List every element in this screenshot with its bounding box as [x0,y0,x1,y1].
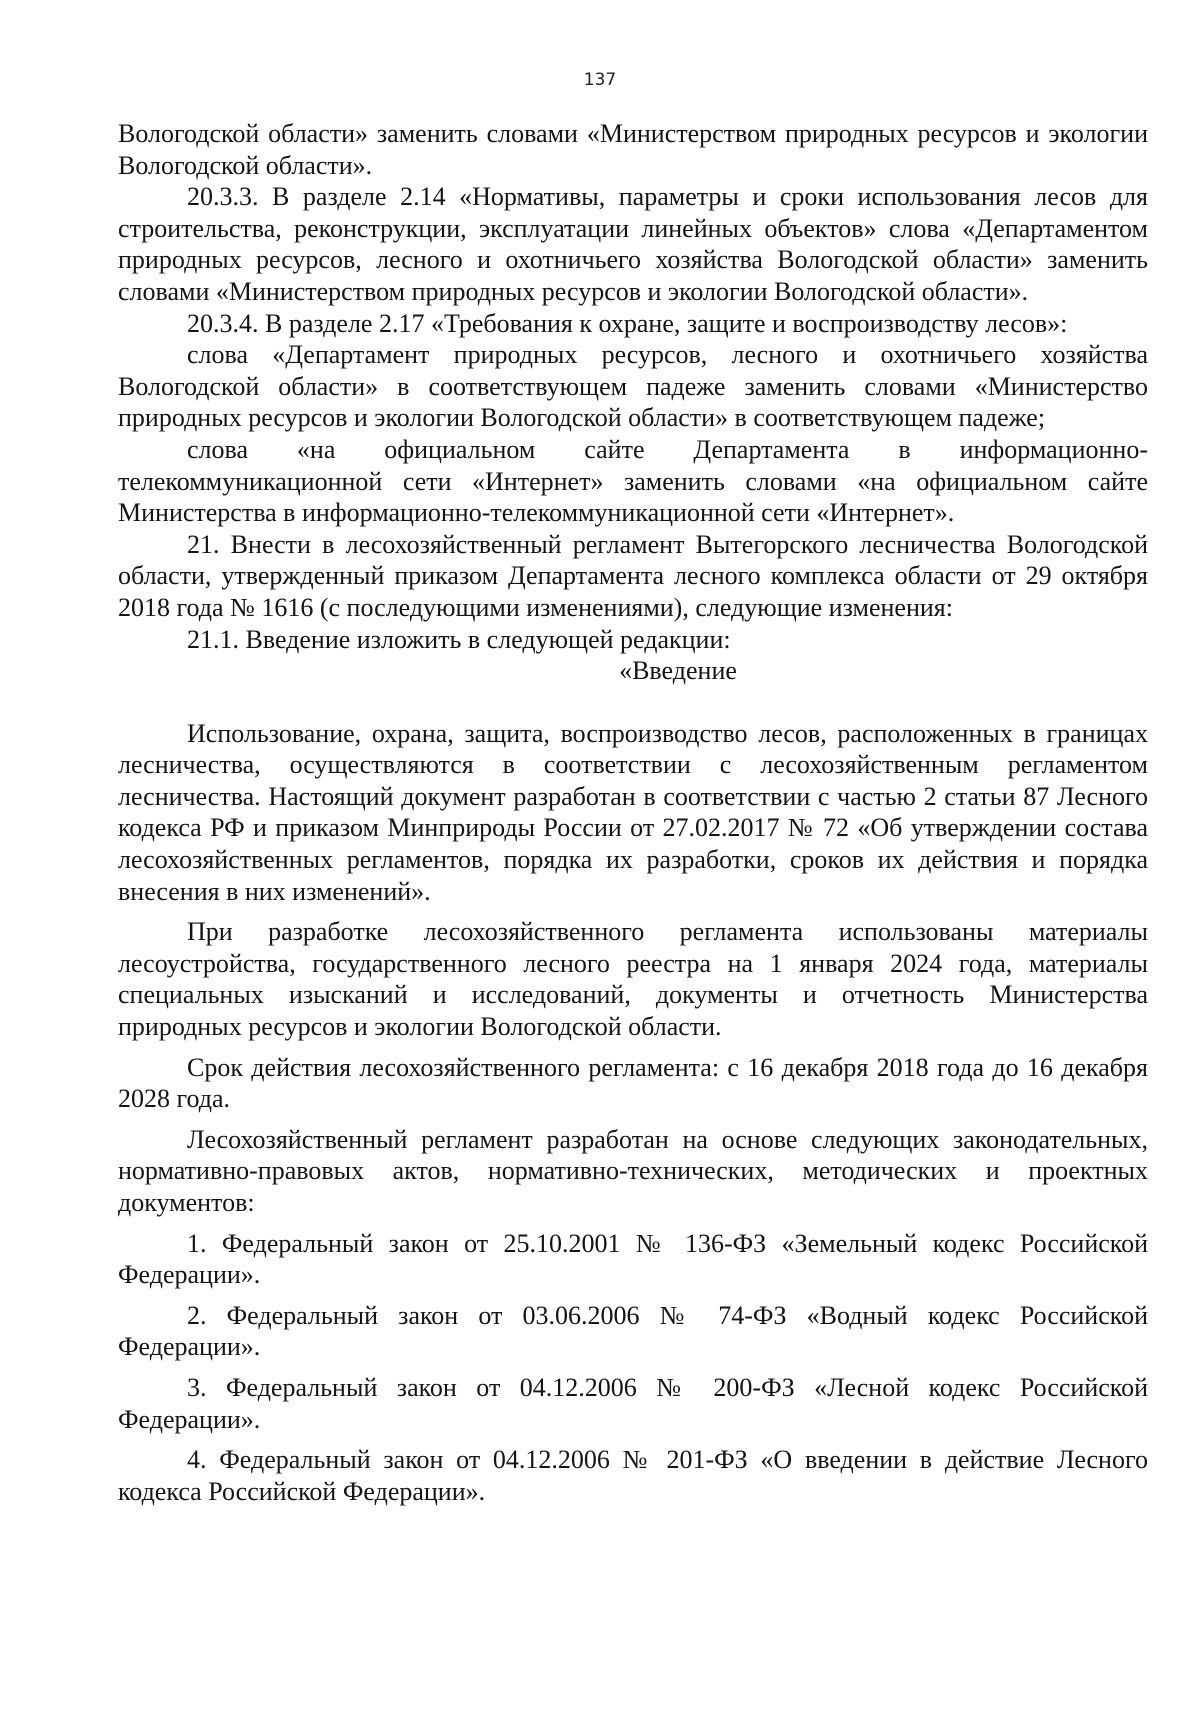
document-body [118,118,1148,1507]
list-item: 4. Федеральный закон от 04.12.2006 № 201-ФЗ «О введении в действие Лесного кодекса Российской Федерации». [118,1445,1148,1506]
page-number: 137 [583,70,617,90]
list-item: 2. Федеральный закон от 03.06.2006 № 74-ФЗ «Водный кодекс Российской Федерации». [118,1300,1148,1362]
paragraph: Использование, охрана, защита, воспроизводство лесов, расположенных в границах лесничества, осуществляются в соответствии с лесохозяйственным регламентом лесничества. Настоящий документ разработан в соответствии с частью 2 статьи 87 Лесного кодекса РФ и приказом Минприроды России от 27.02.2017 № 72 «Об утверждении состава лесохозяйственных регламентов, порядка их разработки, сроков их действия и порядка внесения в них изменений». [118,718,1148,906]
paragraph: При разработке лесохозяйственного регламента использованы материалы лесоустройства, государственного лесного реестра на 1 января 2024 года, материалы специальных изысканий и исследований, документы и отчетность Министерства природных ресурсов и экологии Вологодской области. [118,917,1148,1042]
paragraph: Вологодской области» заменить словами «Министерством природных ресурсов и экологии Вологодской области». [118,119,1148,180]
paragraph: 20.3.4. В разделе 2.17 «Требования к охране, защите и воспроизводству лесов»: [187,308,1068,338]
paragraph: 21. Внести в лесохозяйственный регламент Вытегорского лесничества Вологодской области, утвержденный приказом Департамента лесного комплекса области от 29 октября 2018 года № 1616 (с последующими изменениями), следующие изменения: [118,529,1148,622]
section-heading: «Введение [619,656,737,686]
paragraph: Срок действия лесохозяйственного регламента: с 16 декабря 2018 года до 16 декабря 2028 года. [118,1052,1148,1114]
paragraph: 21.1. Введение изложить в следующей редакции: [187,624,731,654]
paragraph: 20.3.3. В разделе 2.14 «Нормативы, параметры и сроки использования лесов для строительства, реконструкции, эксплуатации линейных объектов» слова «Департаментом природных ресурсов, лесного и охотничьего хозяйства Вологодской области» заменить словами «Министерством природных ресурсов и экологии Вологодской области». [118,182,1148,306]
paragraph: Лесохозяйственный регламент разработан на основе следующих законодательных, нормативно-правовых актов, нормативно-технических, методических и проектных документов: [118,1124,1148,1217]
paragraph: слова «Департамент природных ресурсов, лесного и охотничьего хозяйства Вологодской области» в соответствующем падеже заменить словами «Министерство природных ресурсов и экологии Вологодской области» в соответствующем падеже; [118,340,1148,433]
list-item: 1. Федеральный закон от 25.10.2001 № 136-ФЗ «Земельный кодекс Российской Федерации». [118,1228,1148,1290]
list-item: 3. Федеральный закон от 04.12.2006 № 200-ФЗ «Лесной кодекс Российской Федерации». [118,1372,1148,1434]
paragraph: слова «на официальном сайте Департамента в информационно-телекоммуникационной сети «Интернет» заменить словами «на официальном сайте Министерства в информационно-телекоммуникационной сети «Интернет». [118,434,1148,528]
